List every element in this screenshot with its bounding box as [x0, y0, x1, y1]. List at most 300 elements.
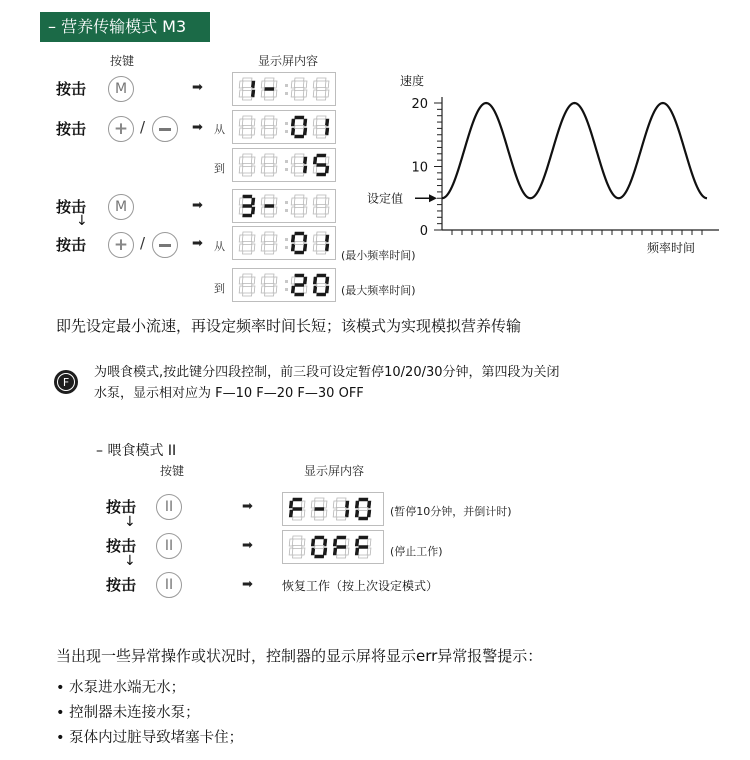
segment [303, 207, 307, 214]
plus-icon: + [113, 235, 129, 255]
segment [317, 242, 326, 245]
press-label: 按击 [106, 576, 137, 594]
segment [317, 274, 326, 277]
y-tick-label: 10 [411, 160, 428, 176]
segment [265, 242, 274, 245]
display-screen [232, 72, 336, 106]
segment [243, 97, 252, 100]
seven-segment-digits [283, 531, 383, 563]
segment [333, 548, 337, 555]
segment [251, 157, 255, 164]
segment [265, 232, 274, 235]
segment [359, 517, 368, 520]
segment [291, 235, 295, 242]
bullet-dot: • [56, 730, 65, 746]
segment [243, 164, 252, 167]
segment [295, 78, 304, 81]
segment [303, 244, 307, 251]
segment [313, 166, 317, 173]
plus-button[interactable] [108, 232, 134, 258]
y-axis-label: 速度 [399, 74, 425, 88]
segment [273, 235, 277, 242]
alarm-item-text: 控制器未连接水泵； [69, 705, 200, 721]
segment [251, 119, 255, 126]
segment [251, 198, 255, 205]
segment [261, 128, 265, 135]
segment [367, 501, 371, 508]
segment [243, 116, 252, 119]
segment [291, 207, 295, 214]
segment [317, 154, 326, 157]
segment [261, 119, 265, 126]
segment [243, 173, 252, 176]
y-tick-label: 0 [419, 224, 428, 239]
segment [251, 81, 255, 88]
segment [293, 555, 302, 558]
to-label: 到 [214, 282, 225, 295]
segment [243, 195, 252, 198]
segment [367, 548, 371, 555]
segment [251, 286, 255, 293]
segment [239, 90, 243, 97]
segment [273, 81, 277, 88]
section-title: – 营养传输模式 M3 [40, 12, 210, 42]
segment [295, 116, 304, 119]
minus-icon [159, 128, 171, 131]
display-screen [282, 530, 384, 564]
colon-dot [285, 84, 288, 87]
minus-icon [159, 244, 171, 247]
f-note-line2: 水泵，显示相对应为 F—10 F—20 F—30 OFF [94, 386, 364, 401]
segment [317, 173, 326, 176]
segment [295, 173, 304, 176]
segment [345, 539, 349, 546]
segment [313, 244, 317, 251]
segment [239, 244, 243, 251]
pause-key-button[interactable] [156, 572, 182, 598]
column-head-keys: 按键 [160, 464, 185, 478]
segment [345, 510, 349, 517]
segment [251, 277, 255, 284]
segment [273, 90, 277, 97]
segment [333, 501, 337, 508]
segment [295, 97, 304, 100]
segment [265, 173, 274, 176]
segment [273, 128, 277, 135]
segment [355, 539, 359, 546]
segment [261, 166, 265, 173]
segment [303, 286, 307, 293]
display-screen [282, 492, 384, 526]
segment [317, 214, 326, 217]
segment [291, 128, 295, 135]
segment [291, 244, 295, 251]
segment [265, 154, 274, 157]
segment [261, 235, 265, 242]
feeding-mode-title: – 喂食模式 II [96, 443, 177, 459]
from-label: 从 [214, 240, 225, 253]
segment [317, 293, 326, 296]
display-screen [232, 148, 336, 182]
segment [273, 244, 277, 251]
segment [295, 274, 304, 277]
segment [367, 539, 371, 546]
segment [313, 286, 317, 293]
segment [325, 81, 329, 88]
segment [337, 517, 346, 520]
press-label: 按击 [56, 80, 87, 98]
segment [295, 251, 304, 254]
down-arrow-icon: ↓ [76, 213, 88, 229]
seven-segment-digits [233, 111, 335, 143]
segment [317, 126, 326, 129]
column-head-display: 显示屏内容 [258, 54, 319, 68]
segment [289, 539, 293, 546]
segment [295, 154, 304, 157]
segment [261, 244, 265, 251]
segment [313, 90, 317, 97]
segment [325, 128, 329, 135]
setpoint-label: 设定值 [367, 191, 404, 206]
segment [243, 135, 252, 138]
segment [317, 78, 326, 81]
segment [323, 501, 327, 508]
m-key-letter: M [114, 81, 128, 97]
display-screen [232, 110, 336, 144]
right-arrow-icon: ➡ [242, 499, 253, 514]
segment [251, 166, 255, 173]
segment [355, 510, 359, 517]
press-label: 按击 [56, 120, 87, 138]
segment [325, 119, 329, 126]
segment [325, 207, 329, 214]
to-label: 到 [214, 162, 225, 175]
down-arrow-icon: ↓ [124, 553, 136, 569]
x-axis-label: 频率时间 [646, 241, 695, 255]
segment [313, 198, 317, 205]
colon-dot [285, 168, 288, 171]
f-note-line1: 为喂食模式,按此键分四段控制，前三段可设定暂停10/20/30分钟，第四段为关闭 [94, 365, 560, 380]
plus-button[interactable] [108, 116, 134, 142]
segment [239, 128, 243, 135]
segment [265, 284, 274, 287]
segment [243, 126, 252, 129]
segment [261, 207, 265, 214]
segment [303, 235, 307, 242]
segment [317, 164, 326, 167]
segment [273, 157, 277, 164]
segment [295, 135, 304, 138]
segment [291, 277, 295, 284]
f-key-icon [54, 370, 78, 394]
seven-segment-digits [233, 73, 335, 105]
segment [291, 166, 295, 173]
segment [323, 510, 327, 517]
segment [273, 286, 277, 293]
segment [265, 78, 274, 81]
segment [295, 126, 304, 129]
y-tick-label: 20 [411, 97, 428, 112]
press-label: 按击 [56, 236, 87, 254]
segment [311, 510, 315, 517]
segment [301, 510, 305, 517]
segment [291, 81, 295, 88]
colon-dot [285, 280, 288, 283]
segment [325, 235, 329, 242]
segment [313, 277, 317, 284]
segment [265, 251, 274, 254]
press-label: 按击 [106, 537, 137, 555]
segment [359, 508, 368, 511]
segment [303, 90, 307, 97]
segment [261, 81, 265, 88]
segment [265, 274, 274, 277]
colon-dot [285, 122, 288, 125]
seven-segment-digits [233, 269, 335, 301]
segment [311, 501, 315, 508]
segment [313, 235, 317, 242]
segment [243, 242, 252, 245]
alarm-item [56, 676, 185, 697]
segment [265, 293, 274, 296]
m-key-button[interactable] [108, 194, 134, 220]
segment [315, 536, 324, 539]
display-screen [232, 189, 336, 223]
segment [239, 157, 243, 164]
seven-segment-digits [233, 149, 335, 181]
segment [239, 198, 243, 205]
right-arrow-icon: ➡ [192, 80, 203, 95]
segment [315, 498, 324, 501]
down-arrow-icon: ↓ [124, 514, 136, 530]
pause-key-button[interactable] [156, 533, 182, 559]
segment [317, 232, 326, 235]
segment [359, 555, 368, 558]
segment [251, 128, 255, 135]
segment [243, 214, 252, 217]
f-key-letter: F [57, 373, 75, 391]
m-key-letter: M [114, 199, 128, 215]
segment [243, 284, 252, 287]
segment [301, 501, 305, 508]
segment [293, 546, 302, 549]
plus-icon: + [113, 119, 129, 139]
segment [265, 195, 274, 198]
segment [359, 498, 368, 501]
setpoint-arrow-head [429, 194, 437, 202]
colon-dot [285, 160, 288, 163]
segment [323, 548, 327, 555]
segment [303, 166, 307, 173]
segment [317, 135, 326, 138]
segment [261, 90, 265, 97]
segment [265, 135, 274, 138]
segment [323, 539, 327, 546]
right-arrow-icon: ➡ [242, 577, 253, 592]
segment [265, 126, 274, 129]
pause-key-label: II [164, 577, 174, 593]
segment [289, 510, 293, 517]
segment [303, 119, 307, 126]
from-label: 从 [214, 123, 225, 136]
column-head-display: 显示屏内容 [304, 464, 365, 478]
segment [313, 119, 317, 126]
slash-separator: / [140, 234, 146, 252]
colon-dot [285, 201, 288, 204]
max-frequency-note: (最大频率时间) [341, 284, 416, 297]
segment [311, 548, 315, 555]
segment [239, 166, 243, 173]
segment [273, 198, 277, 205]
stop-note: (停止工作) [390, 545, 443, 558]
segment [317, 205, 326, 208]
bullet-dot: • [56, 705, 65, 721]
display-screen [232, 268, 336, 302]
segment [265, 88, 274, 91]
segment [239, 286, 243, 293]
segment [311, 539, 315, 546]
minus-button[interactable] [152, 116, 178, 142]
segment [289, 501, 293, 508]
segment [273, 166, 277, 173]
segment [317, 251, 326, 254]
segment [239, 235, 243, 242]
seven-segment-digits [233, 227, 335, 259]
segment [303, 128, 307, 135]
segment [265, 97, 274, 100]
segment [325, 244, 329, 251]
segment [337, 546, 346, 549]
segment [251, 207, 255, 214]
segment [295, 88, 304, 91]
segment [265, 205, 274, 208]
segment [367, 510, 371, 517]
segment [325, 277, 329, 284]
segment [291, 198, 295, 205]
segment [325, 198, 329, 205]
pause-key-label: II [164, 499, 174, 515]
segment [295, 293, 304, 296]
colon-dot [285, 130, 288, 133]
seven-segment-digits [233, 190, 335, 222]
right-arrow-icon: ➡ [192, 120, 203, 135]
segment [295, 164, 304, 167]
segment [243, 274, 252, 277]
segment [317, 88, 326, 91]
segment [315, 546, 324, 549]
bullet-dot: • [56, 680, 65, 696]
slash-separator: / [140, 118, 146, 136]
segment [239, 81, 243, 88]
segment [303, 198, 307, 205]
alarm-item-text: 水泵进水端无水； [69, 680, 186, 696]
segment [303, 81, 307, 88]
segment [345, 548, 349, 555]
segment [293, 517, 302, 520]
right-arrow-icon: ➡ [242, 538, 253, 553]
segment [337, 536, 346, 539]
segment [295, 214, 304, 217]
segment [243, 154, 252, 157]
segment [301, 539, 305, 546]
segment [295, 242, 304, 245]
segment [303, 277, 307, 284]
press-label: 按击 [106, 498, 137, 516]
segment [295, 205, 304, 208]
alarm-item [56, 701, 200, 722]
segment [251, 235, 255, 242]
segment [273, 277, 277, 284]
segment [261, 157, 265, 164]
segment [355, 501, 359, 508]
alarm-intro: 当出现一些异常操作或状况时，控制器的显示屏将显示err异常报警提示： [56, 647, 543, 665]
display-screen [232, 226, 336, 260]
right-arrow-icon: ➡ [192, 236, 203, 251]
segment [239, 207, 243, 214]
colon-dot [285, 246, 288, 249]
segment [273, 207, 277, 214]
segment [315, 508, 324, 511]
segment [243, 78, 252, 81]
segment [295, 284, 304, 287]
segment [337, 555, 346, 558]
segment [251, 90, 255, 97]
segment [325, 90, 329, 97]
right-arrow-icon: ➡ [192, 198, 203, 213]
segment [261, 286, 265, 293]
segment [333, 539, 337, 546]
segment [355, 548, 359, 555]
min-frequency-note: (最小频率时间) [341, 249, 416, 262]
m-key-button[interactable] [108, 76, 134, 102]
segment [337, 498, 346, 501]
colon-dot [285, 288, 288, 291]
segment [313, 128, 317, 135]
pause-key-button[interactable] [156, 494, 182, 520]
segment [359, 546, 368, 549]
column-head-keys: 按键 [110, 54, 135, 68]
pause-note: (暂停10分钟，并倒计时) [390, 505, 512, 518]
colon-dot [285, 209, 288, 212]
segment [291, 119, 295, 126]
segment [317, 284, 326, 287]
segment [243, 293, 252, 296]
segment [325, 166, 329, 173]
alarm-item-text: 泵体内过脏导致堵塞卡住； [69, 730, 244, 746]
segment [239, 119, 243, 126]
segment [293, 508, 302, 511]
segment [265, 214, 274, 217]
segment [273, 119, 277, 126]
segment [239, 277, 243, 284]
segment [317, 116, 326, 119]
segment [315, 555, 324, 558]
press-label: 按击 [56, 198, 87, 216]
minus-button[interactable] [152, 232, 178, 258]
segment [243, 251, 252, 254]
mode-summary: 即先设定最小流速，再设定频率时间长短；该模式为实现模拟营养传输 [56, 317, 522, 335]
segment [261, 198, 265, 205]
segment [293, 536, 302, 539]
segment [289, 548, 293, 555]
speed-frequency-chart [355, 65, 730, 265]
speed-wave-line [442, 103, 707, 198]
segment [315, 517, 324, 520]
segment [293, 498, 302, 501]
pause-key-label: II [164, 538, 174, 554]
segment [313, 157, 317, 164]
segment [301, 548, 305, 555]
